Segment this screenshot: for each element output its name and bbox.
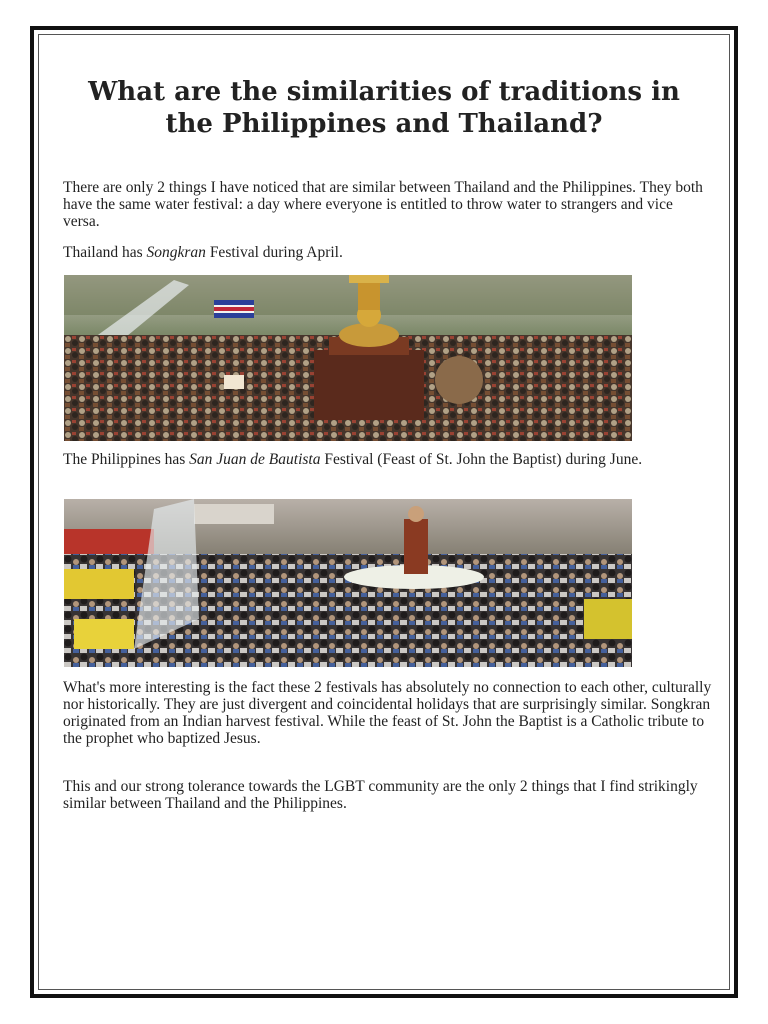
page-title: What are the similarities of traditions in the Philippines and Thailand? xyxy=(88,77,680,139)
intro-paragraph: There are only 2 things I have noticed that are similar between Thailand and the Philippines. They both have the same water festival: a day where everyone is entitled to throw water to strangers and vice versa. xyxy=(63,179,703,230)
songkran-paragraph xyxy=(63,244,713,261)
san-juan-text-before: The Philippines has xyxy=(63,451,190,468)
songkran-festival-name: Songkran xyxy=(146,244,206,261)
san-juan-paragraph xyxy=(63,451,713,468)
san-juan-photo xyxy=(64,499,632,667)
songkran-photo xyxy=(64,275,632,441)
san-juan-text-after: Festival (Feast of St. John the Baptist) during June. xyxy=(320,451,643,468)
san-juan-festival-name: San Juan de Bautista xyxy=(189,451,321,468)
conclusion-paragraph: This and our strong tolerance towards the LGBT community are the only 2 things that I find strikingly similar between Thailand and the Philippines. xyxy=(63,778,698,812)
songkran-text-before: Thailand has xyxy=(63,244,147,261)
songkran-text-after: Festival during April. xyxy=(205,244,343,261)
comparison-paragraph: What's more interesting is the fact these 2 festivals has absolutely no connection to each other, culturally nor historically. They are just divergent and coincidental holidays that are surprisingly similar. Songkran originated from an Indian harvest festival. While the feast of St. John the Baptist is a Catholic tribute to the prophet who baptized Jesus. xyxy=(63,679,712,747)
